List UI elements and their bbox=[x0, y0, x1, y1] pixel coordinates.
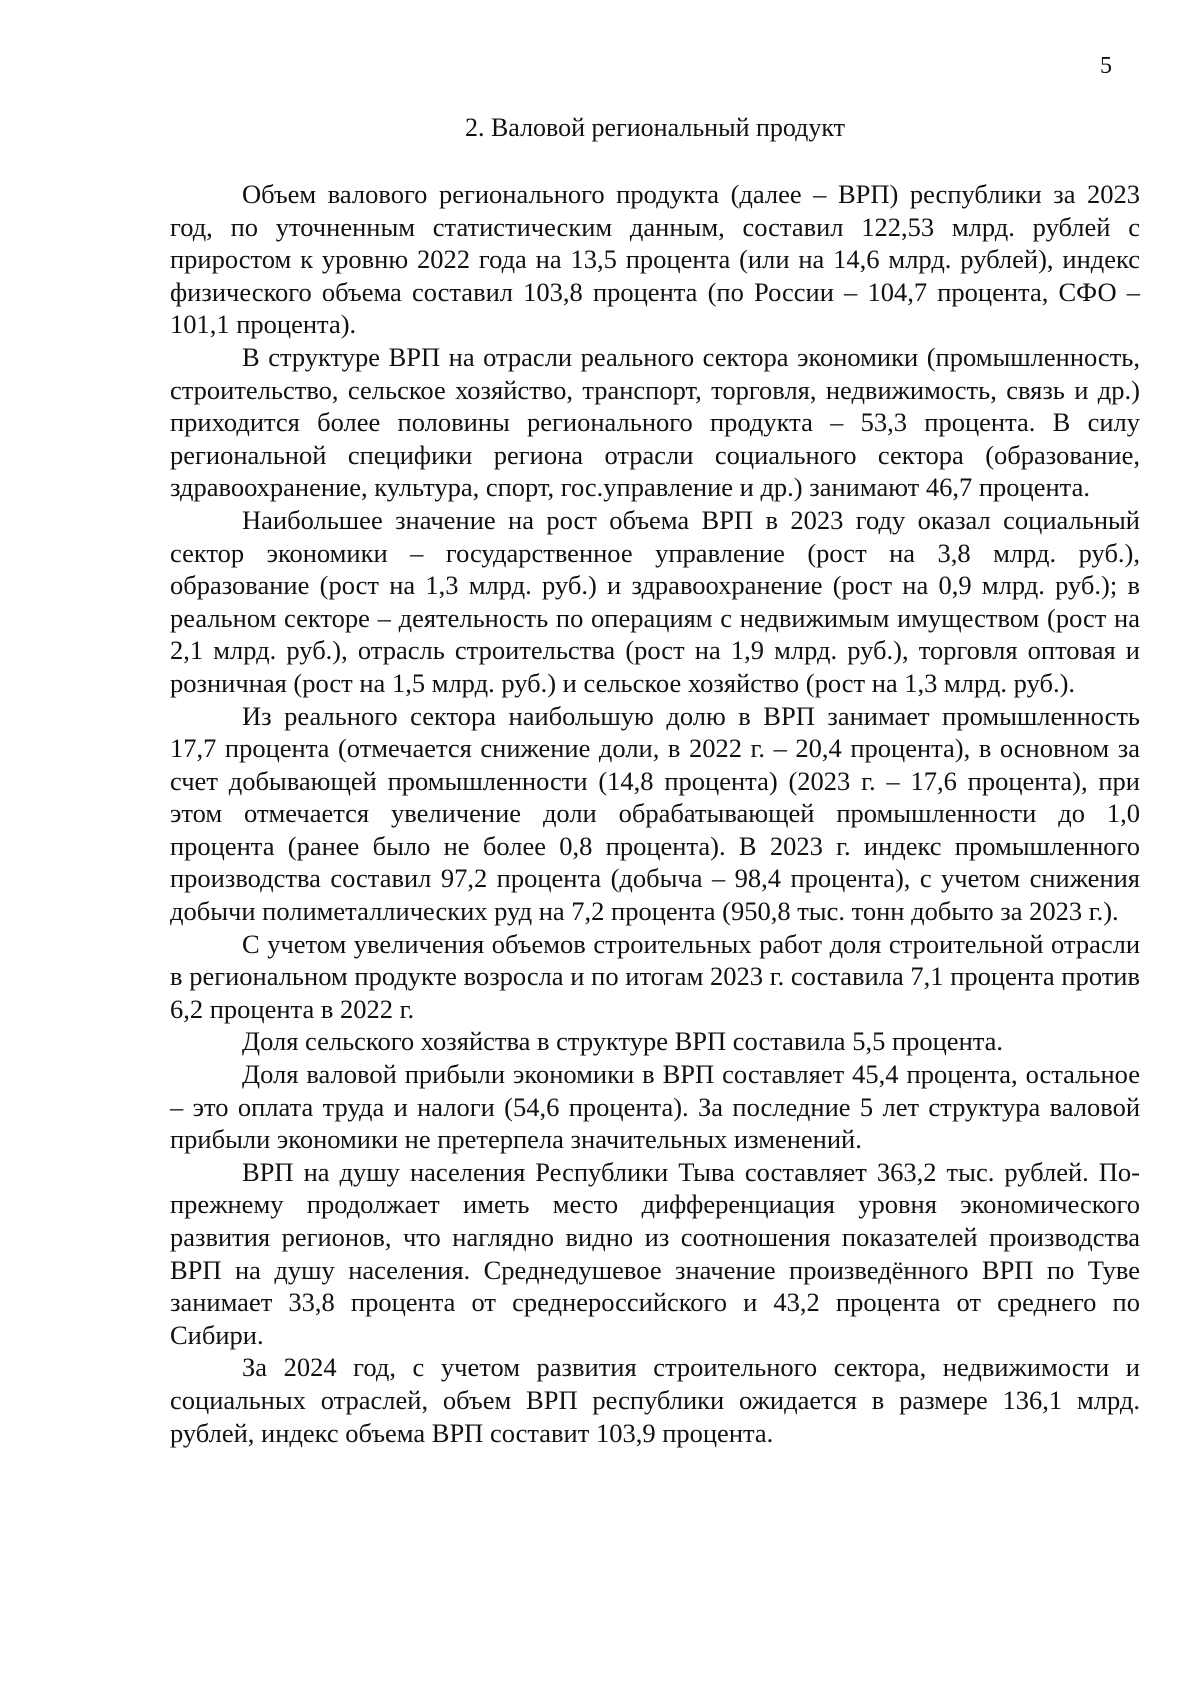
paragraph-forecast-2024: За 2024 год, с учетом развития строительного сектора, недвижимости и социальных отраслей, объем ВРП республики ожидается в размере 136,1 млрд. рублей, индекс объема ВРП составит 103,9 процента. bbox=[170, 1352, 1140, 1448]
paragraph-growth-factors: Наибольшее значение на рост объема ВРП в 2023 году оказал социальный сектор экономики – государственное управление (рост на 3,8 млрд. руб.), образование (рост на 1,3 млрд. руб.) и здравоохранение (рост на 0,9 млрд. руб.); в реальном секторе – деятельность по операциям с недвижимым имуществом (рост на 2,1 млрд. руб.), отрасль строительства (рост на 1,9 млрд. руб.), торговля оптовая и розничная (рост на 1,5 млрд. руб.) и сельское хозяйство (рост на 1,3 млрд. руб.). bbox=[170, 504, 1140, 698]
paragraph-industry-share: Из реального сектора наибольшую долю в ВРП занимает промышленность 17,7 процента (отмечается снижение доли, в 2022 г. – 20,4 процента), в основном за счет добывающей промышленности (14,8 процента) (2023 г. – 17,6 процента), при этом отмечается увеличение доли обрабатывающей промышленности до 1,0 процента (ранее было не более 0,8 процента). В 2023 г. индекс промышленного производства составил 97,2 процента (добыча – 98,4 процента), с учетом снижения добычи полиметаллических руд на 7,2 процента (950,8 тыс. тонн добыто за 2023 г.). bbox=[170, 700, 1140, 927]
paragraph-grp-structure: В структуре ВРП на отрасли реального сектора экономики (промышленность, строительство, сельское хозяйство, транспорт, торговля, недвижимость, связь и др.) приходится более половины регионального продукта – 53,3 процента. В силу региональной специфики региона отрасли социального сектора (образование, здравоохранение, культура, спорт, гос.управление и др.) занимают 46,7 процента. bbox=[170, 341, 1140, 503]
document-body bbox=[170, 178, 1140, 1449]
paragraph-per-capita: ВРП на душу населения Республики Тыва составляет 363,2 тыс. рублей. По-прежнему продолжает иметь место дифференциация уровня экономического развития регионов, что наглядно видно из соотношения показателей производства ВРП на душу населения. Среднедушевое значение произведённого ВРП по Туве занимает 33,8 процента от среднероссийского и 43,2 процента от среднего по Сибири. bbox=[170, 1156, 1140, 1350]
section-heading: 2. Валовой региональный продукт bbox=[464, 113, 846, 142]
page-number: 5 bbox=[1100, 53, 1112, 79]
paragraph-gross-profit: Доля валовой прибыли экономики в ВРП составляет 45,4 процента, остальное – это оплата труда и налоги (54,6 процента). За последние 5 лет структура валовой прибыли экономики не претерпела значительных изменений. bbox=[170, 1059, 1140, 1155]
paragraph-agriculture-share: Доля сельского хозяйства в структуре ВРП составила 5,5 процента. bbox=[242, 1026, 1004, 1057]
paragraph-grp-volume: Объем валового регионального продукта (далее – ВРП) республики за 2023 год, по уточненным статистическим данным, составил 122,53 млрд. рублей с приростом к уровню 2022 года на 13,5 процента (или на 14,6 млрд. рублей), индекс физического объема составил 103,8 процента (по России – 104,7 процента, СФО – 101,1 процента). bbox=[170, 179, 1140, 340]
paragraph-construction-share: С учетом увеличения объемов строительных работ доля строительной отрасли в региональном продукте возросла и по итогам 2023 г. составила 7,1 процента против 6,2 процента в 2022 г. bbox=[170, 928, 1140, 1024]
